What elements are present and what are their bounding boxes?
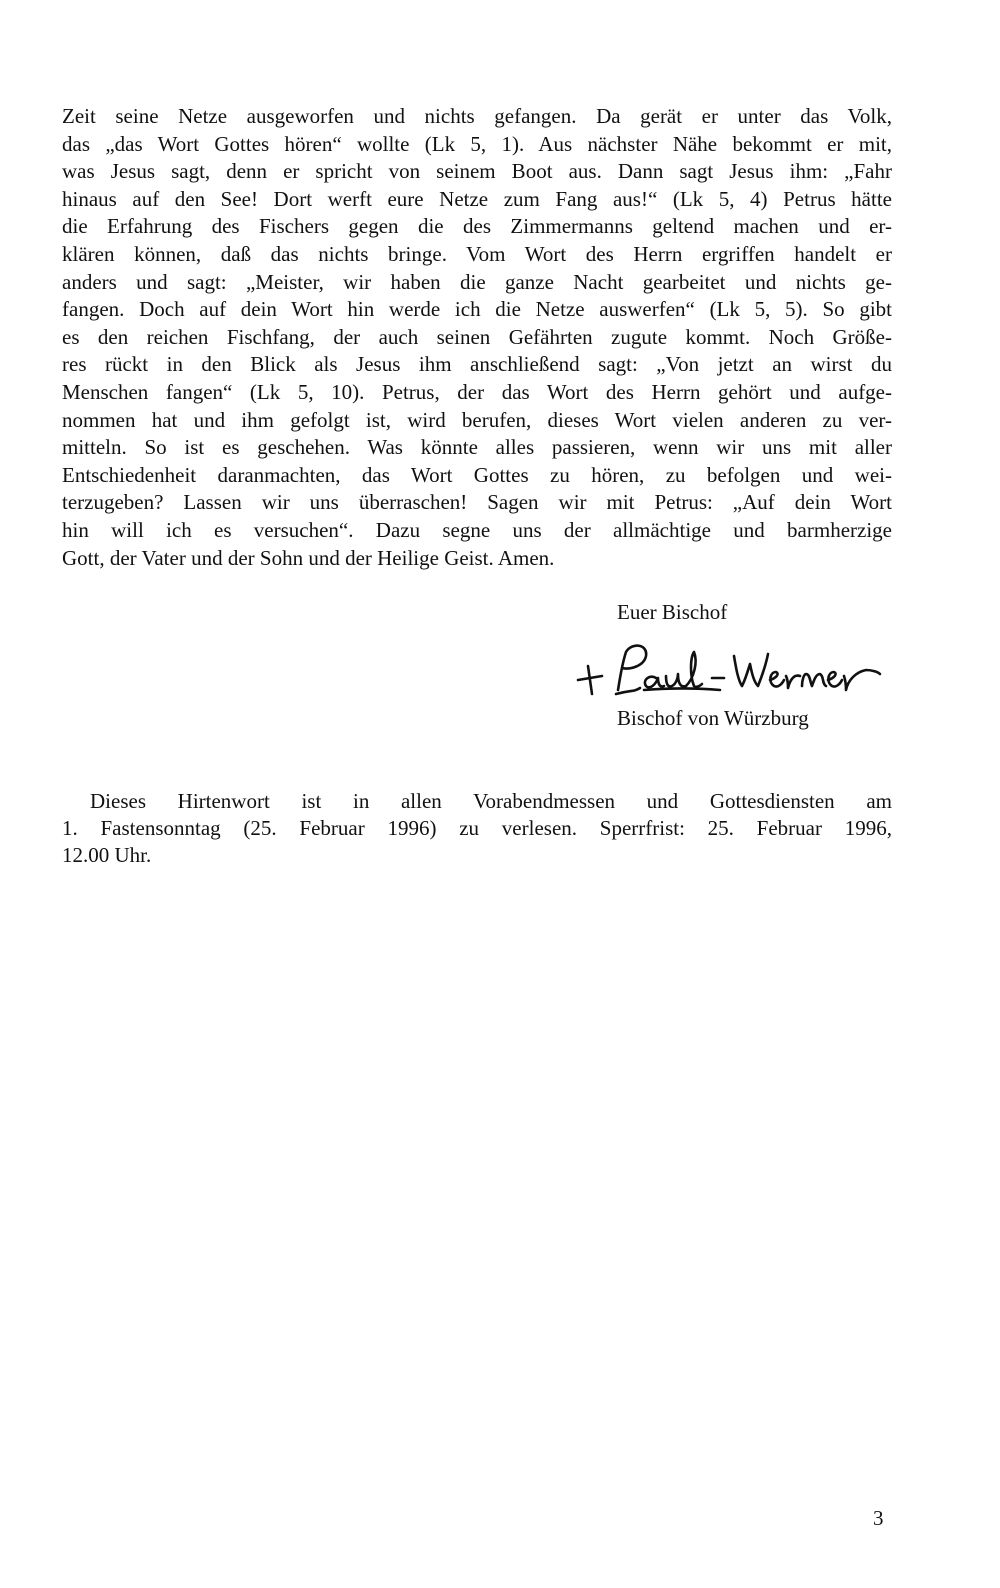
letter-line: die Erfahrung des Fischers gegen die des Zimmermanns geltend machen und er-	[62, 214, 892, 239]
notice-line-text: Dieses Hirtenwort ist in allen Vorabendmessen und Gottesdiensten am	[90, 789, 892, 813]
letter-line: anders und sagt: „Meister, wir haben die ganze Nacht gearbeitet und nichts ge-	[62, 269, 892, 294]
letter-line: Zeit seine Netze ausgeworfen und nichts gefangen. Da gerät er unter das Volk,	[62, 104, 892, 128]
letter-line: res rückt in den Blick als Jesus ihm anschließend sagt: „Von jetzt an wirst du	[62, 352, 892, 377]
reading-notice	[62, 788, 892, 869]
closing-salutation: Euer Bischof	[617, 600, 728, 624]
handwritten-signature	[560, 628, 900, 708]
signatory-title: Bischof von Würzburg	[617, 706, 809, 730]
letter-line: terzugeben? Lassen wir uns überraschen! Sagen wir mit Petrus: „Auf dein Wort	[62, 490, 892, 515]
letter-line: hinaus auf den See! Dort werft eure Netze zum Fang aus!“ (Lk 5, 4) Petrus hätte	[62, 186, 892, 211]
letter-line: fangen. Doch auf dein Wort hin werde ich die Netze auswerfen“ (Lk 5, 5). So gibt	[62, 297, 892, 322]
letter-line: mitteln. So ist es geschehen. Was könnte alles passieren, wenn wir uns mit aller	[62, 435, 892, 460]
letter-line: hin will ich es versuchen“. Dazu segne uns der allmächtige und barmherzige	[62, 517, 892, 542]
notice-line: 1. Fastensonntag (25. Februar 1996) zu verlesen. Sperrfrist: 25. Februar 1996,	[62, 816, 892, 840]
letter-line: Menschen fangen“ (Lk 5, 10). Petrus, der das Wort des Herrn gehört und aufge-	[62, 379, 892, 404]
notice-line: 12.00 Uhr.	[62, 843, 152, 867]
page-number: 3	[873, 1506, 884, 1530]
letter-line: nommen hat und ihm gefolgt ist, wird berufen, dieses Wort vielen anderen zu ver-	[62, 407, 892, 432]
notice-line	[62, 788, 892, 815]
letter-line: Gott, der Vater und der Sohn und der Heilige Geist. Amen.	[62, 545, 555, 570]
letter-line: Entschiedenheit daranmachten, das Wort Gottes zu hören, zu befolgen und wei-	[62, 462, 892, 487]
letter-line: das „das Wort Gottes hören“ wollte (Lk 5, 1). Aus nächster Nähe bekommt er mit,	[62, 131, 892, 156]
letter-body	[62, 103, 892, 572]
letter-line: was Jesus sagt, denn er spricht von seinem Boot aus. Dann sagt Jesus ihm: „Fahr	[62, 159, 892, 184]
letter-line: klären können, daß das nichts bringe. Vom Wort des Herrn ergriffen handelt er	[62, 241, 892, 266]
letter-line: es den reichen Fischfang, der auch seinen Gefährten zugute kommt. Noch Größe-	[62, 324, 892, 349]
